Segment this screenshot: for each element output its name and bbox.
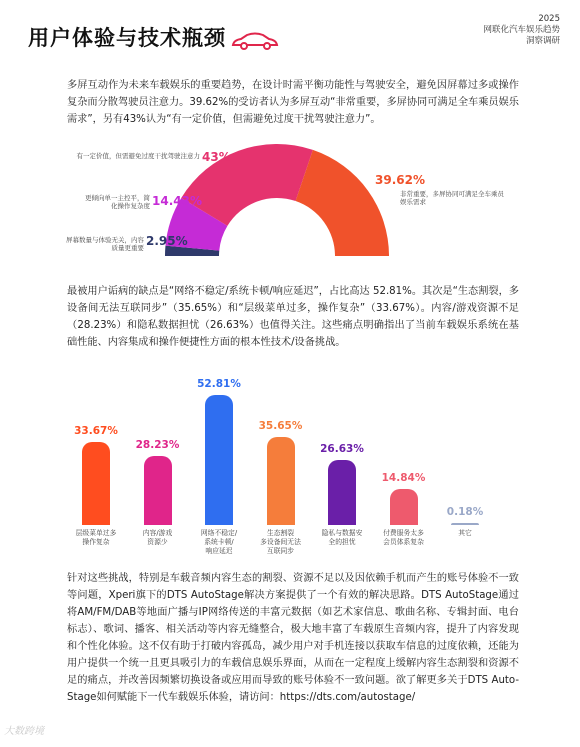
donut-value-295: 2.95% [146, 234, 188, 248]
intro-paragraph: 多屏互动作为未来车载娱乐的重要趋势，在设计时需平衡功能性与驾驶安全，避免因屏幕过多或操作复杂而分散驾驶员注意力。39.62%的受访者认为多屏互动“非常重要，多屏协同可满足全车乘员娱乐需求”，另有43%认为“有一定价值，但需避免过度干扰驾驶注意力”。 [67, 80, 519, 125]
bar-label-3: 生态割裂 多设备间无法 互联同步 [260, 529, 301, 555]
donut-label-43: 有一定价值，但需避免过度干扰驾驶注意力 [76, 152, 200, 160]
car-icon [231, 31, 279, 51]
donut-label-3962: 非常重要，多屏协同可满足全车乘员娱乐需求 [400, 190, 504, 206]
bar-value-5: 14.84% [381, 471, 426, 484]
bar-3 [267, 437, 295, 525]
donut-slice-3 [296, 150, 389, 256]
bar-value-1: 28.23% [135, 438, 180, 451]
bar-label-6: 其它 [458, 529, 472, 537]
report-name: 网联化汽车娱乐趋势 [483, 25, 560, 35]
report-meta [483, 14, 560, 47]
donut-label-295: 屏幕数量与体验无关，内容质量更重要 [66, 236, 144, 252]
bar-5 [390, 489, 418, 525]
bar-value-3: 35.65% [258, 420, 303, 433]
bar-0 [82, 442, 110, 525]
bar-label-2: 网络不稳定/ 系统卡顿/ 响应延迟 [200, 529, 238, 555]
bar-4 [328, 460, 356, 525]
donut-value-43: 43% [202, 150, 231, 164]
solution-paragraph: 针对这些挑战，特别是车载音频内容生态的割裂、资源不足以及因依赖手机而产生的账号体验不一致等问题，Xperi旗下的DTS AutoStage解决方案提供了一个有效的解决思路。DTS AutoStage通过将AM/FM/DAB等地面广播与IP网络传送的丰富元数据（如艺术家信息、歌曲名称、专辑封面、电台标志）、歌词、播客、相关活动等内容无缝整合，极大地丰富了车载原生音频内容，提升了内容发现和个性化体验。这不仅有助于打破内容孤岛，减少用户对手机连接以获取车信息的过度依赖，还能为用户提供一个统一且更具吸引力的车载信息娱乐界面，从而在一定程度上缓解内容生态割裂和资源不足的痛点，并改善因频繁切换设备或应用而导致的账号体验不一致问题。欲了解更多关于DTS Auto-Stage如何赋能下一代车载娱乐体验，请访问：https://dts.com/autostage/ [67, 573, 519, 703]
bar-6 [451, 523, 479, 525]
bar-label-0: 层级菜单过多 操作复杂 [75, 529, 117, 546]
bar-1 [144, 456, 172, 525]
donut-label-1443: 更倾向单一主控平，简化操作复杂度 [85, 194, 150, 210]
multiscreen-donut-chart [60, 140, 530, 260]
watermark-logo: 大数跨境 [4, 726, 44, 737]
bar-value-2: 52.81% [197, 378, 241, 391]
donut-value-3962: 39.62% [375, 173, 425, 187]
bar-2 [205, 395, 233, 525]
bar-value-0: 33.67% [74, 425, 118, 438]
bar-label-1: 内容/游戏 资源少 [142, 529, 173, 546]
painpoint-bar-chart [68, 360, 528, 560]
painpoint-paragraph: 最被用户诟病的缺点是“网络不稳定/系统卡顿/响应延迟”，占比高达 52.81%。其次是“生态割裂，多设备间无法互联同步”（35.65%）和“层级菜单过多，操作复杂”（33.67%）。内容/游戏资源不足（28.23%）和隐私数据担忧（26.63%）也值得关注。这些痛点明确指出了当前车载娱乐系统在基础性能、内容集成和操作便捷性方面的根本性技术/设备挑战。 [67, 286, 519, 348]
report-type: 洞察调研 [525, 36, 560, 46]
bar-value-6: 0.18% [446, 506, 484, 518]
report-year: 2025 [538, 14, 560, 24]
bar-label-5: 付费服务太多 会员体系复杂 [383, 529, 424, 546]
donut-value-1443: 14.43% [152, 194, 202, 208]
page-title: 用户体验与技术瓶颈 [28, 26, 226, 50]
page-header [28, 14, 560, 54]
bar-value-4: 26.63% [320, 442, 364, 455]
bar-label-4: 隐私与数据安 全的担忧 [321, 529, 363, 546]
